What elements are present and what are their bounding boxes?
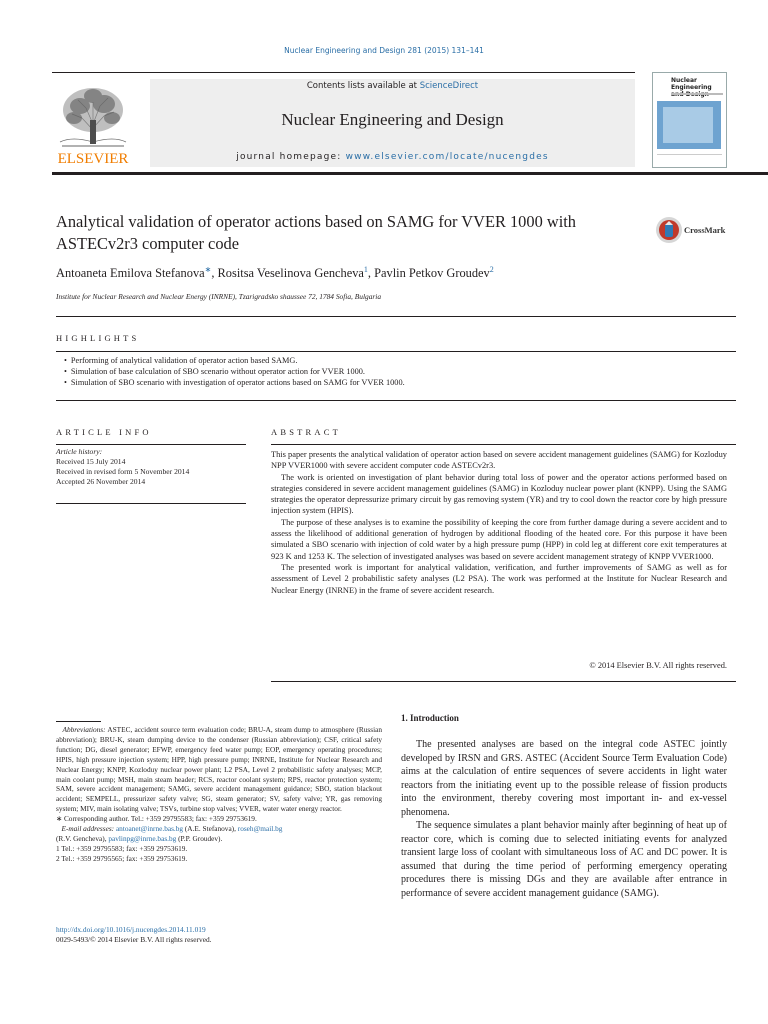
corresponding-author-footnote: ∗ Corresponding author. Tel.: +359 29795583; fax: +359 29753619. <box>56 814 257 824</box>
author-mark[interactable]: 2 <box>489 265 494 274</box>
header-top-rule <box>52 72 635 73</box>
highlights-heading: HIGHLIGHTS <box>56 333 140 343</box>
abbreviations-text: ASTEC, accident source term evaluation code; BRU-A, steam dump to atmosphere (Russian abbreviation); BRU-K, steam dumping device to the condenser (Russian abbreviation); CSF, critical safety function; DG, diesel generator; EFWP, emergency feed water pump; EOP, emergency operating procedures; HPIS, high pressure injection system; HPP, high pressure pump; INRNE, Institute for Nuclear Research and Nuclear Energy; KNPP, Kozloduy nuclear power plant; L2 PSA, Level 2 probabilistic safety analyses; MCP, main coolant pump; MSH, main steam header; RCS, reactor coolant system; RPS, reactor protection system; SAM, severe accident management; SAMG, severe accident management guidance; SBO, station blackout accident; SEMPELL, pressurizer safety valve; SG, steam generator; SV, safety valve; YR, gas removing system; MIV, main isolating valve; TSVs, turbine stop valves; VVER, water water energy reactor. <box>56 725 382 814</box>
introduction-paragraph: The sequence simulates a plant behavior mainly after beginning of heat up of reactor core, which is coming due to selected initiating events for analyzed transient large loss of coolant with simultaneous loss of AC and DC power. It is assumed that during the time period of performing emergency operating procedures there is missing DGs and they are available after entrance in performance of severe accident management guidance (SAMG). <box>401 820 727 899</box>
email-label: E-mail addresses: <box>61 824 115 834</box>
email-link[interactable]: roseh@mail.bg <box>237 824 283 834</box>
article-info-heading: ARTICLE INFO <box>56 427 152 437</box>
author-list: Antoaneta Emilova Stefanova∗, Rositsa Veselinova Gencheva$^1$, Pavlin Petkov Groudev$^2$ <box>56 265 494 281</box>
cover-image-inner <box>663 107 713 143</box>
section-rule <box>271 444 736 445</box>
doi-link[interactable]: http://dx.doi.org/10.1016/j.nucengdes.2014.11.019 <box>56 925 206 934</box>
abbreviations-footnote <box>56 725 382 814</box>
email-footnote <box>56 824 382 844</box>
author-2-footnote: 2 Tel.: +359 29795565; fax: +359 29753619. <box>56 853 188 863</box>
section-rule <box>271 681 736 682</box>
abstract-paragraph: The presented work is important for analytical validation, verification, and further improvements of SAMG as well as for assessment of Level 2 probabilistic safety analyses (L2 PSA). The work was performed at the Institute for Nuclear Research and Nuclear Energy (INRNE) in the frame of severe accident research. <box>271 562 727 595</box>
email-owner: (R.V. Gencheva), <box>56 833 109 843</box>
abstract-heading: ABSTRACT <box>271 427 341 437</box>
section-rule <box>56 400 736 401</box>
introduction-paragraph: The presented analyses are based on the integral code ASTEC jointly developed by IRSN and GRS. ASTEC (Accident Source Term Evaluation Code) aims at the calculation of entire sequences of severe accidents in light water reactors from the initiating event up to the possible release of fission products into the environment, thereby covering most important in- and ex-vessel phenomena. <box>401 739 727 818</box>
journal-title: Nuclear Engineering and Design <box>281 110 504 129</box>
issn-line: 0029-5493/© 2014 Elsevier B.V. All rights reserved. <box>56 935 212 944</box>
author-mark[interactable]: ∗ <box>204 265 212 274</box>
sciencedirect-link[interactable]: ScienceDirect <box>419 81 479 91</box>
author-name[interactable]: Pavlin Petkov Groudev <box>374 266 490 281</box>
email-owner: (P.P. Groudev). <box>176 833 223 843</box>
section-rule <box>56 316 736 317</box>
section-rule <box>56 444 246 445</box>
author-name[interactable]: Rositsa Veselinova Gencheva <box>217 266 364 281</box>
author-name[interactable]: Antoaneta Emilova Stefanova <box>56 266 205 281</box>
abbreviations-label: Abbreviations: <box>62 725 106 734</box>
journal-citation[interactable]: Nuclear Engineering and Design 281 (2015) 131–141 <box>284 46 484 55</box>
received-date: Received 15 July 2014 <box>56 457 126 466</box>
section-rule <box>56 351 736 352</box>
abstract-paragraph: The work is oriented on investigation of plant behavior during total loss of power and the operator actions performed based on strategies considered in severe accident management guidelines (SAMG) in Kozloduy nuclear power plant (KNPP). Using the SAMG strategies the operator depressurize primary circuit by gas removing system (YR) and try to cool down the reactor core by high pressure injection system (HPIS). <box>271 472 727 516</box>
abstract-body <box>271 449 727 596</box>
header-bottom-rule <box>52 172 768 175</box>
author-1-footnote: 1 Tel.: +359 29795583; fax: +359 29753619. <box>56 843 188 853</box>
highlights-list <box>56 355 736 388</box>
elsevier-wordmark: ELSEVIER <box>57 151 129 166</box>
footnote-rule <box>56 721 101 722</box>
elsevier-tree-logo <box>52 80 134 166</box>
abstract-paragraph: This paper presents the analytical validation of operator action based on severe accident management guidelines (SAMG) for Kozloduy NPP VVER1000 with severe accident computer code ASTECv2r3. <box>271 450 727 471</box>
homepage-prefix: journal homepage: <box>236 152 346 162</box>
accepted-date: Accepted 26 November 2014 <box>56 477 146 486</box>
abstract-copyright: © 2014 Elsevier B.V. All rights reserved. <box>589 661 727 670</box>
crossmark-label[interactable]: CrossMark <box>684 225 726 235</box>
journal-homepage <box>150 152 635 162</box>
author-mark[interactable]: 1 <box>363 265 368 274</box>
contents-line <box>150 81 635 91</box>
highlight-item: • Simulation of SBO scenario with investigation of operator actions based on SAMG for VVER 1000. <box>64 377 736 388</box>
cover-subtitle-bar <box>671 93 723 95</box>
cover-footer <box>657 154 722 163</box>
affiliation: Institute for Nuclear Research and Nuclear Energy (INRNE), Tzarigradsko shaussee 72, 1784 Sofia, Bulgaria <box>56 292 382 301</box>
highlight-item: • Performing of analytical validation of operator action based SAMG. <box>64 355 736 366</box>
footnotes <box>56 725 382 864</box>
cover-title: Nuclear Engineering <box>671 77 712 91</box>
revised-date: Received in revised form 5 November 2014 <box>56 467 190 476</box>
email-owner: (A.E. Stefanova), <box>183 824 238 834</box>
article-title: Analytical validation of operator actions based on SAMG for VVER 1000 with ASTECv2r3 computer code <box>56 212 577 253</box>
email-link[interactable]: pavlinpg@inrne.bas.bg <box>108 833 177 843</box>
contents-prefix: Contents lists available at <box>306 81 420 91</box>
highlight-item: • Simulation of base calculation of SBO scenario without operator action for VVER 1000. <box>64 366 736 377</box>
email-link[interactable]: antoanet@inrne.bas.bg <box>115 824 184 834</box>
history-label: Article history: <box>56 447 103 456</box>
section-rule <box>56 503 246 504</box>
homepage-link[interactable]: www.elsevier.com/locate/nucengdes <box>345 152 549 162</box>
abstract-paragraph: The purpose of these analyses is to examine the possibility of keeping the core from further damage during a severe accident and to assess the likelihood of additional generation of hydrogen by additional flooding of the heated core. For this purpose it have been simulated a SBO scenario with injection of cold water by a high pressure pump (HPP) in cold leg at different core exit temperatures at 923 K and 1253 K. The selection of investigated analyses was based on severe accident management strategy of KNPP VVER1000. <box>271 517 727 561</box>
introduction-body <box>401 738 727 900</box>
article-history <box>56 447 246 487</box>
doi-block <box>56 925 212 945</box>
journal-cover-thumbnail[interactable] <box>652 72 727 168</box>
introduction-heading: 1. Introduction <box>401 713 459 723</box>
